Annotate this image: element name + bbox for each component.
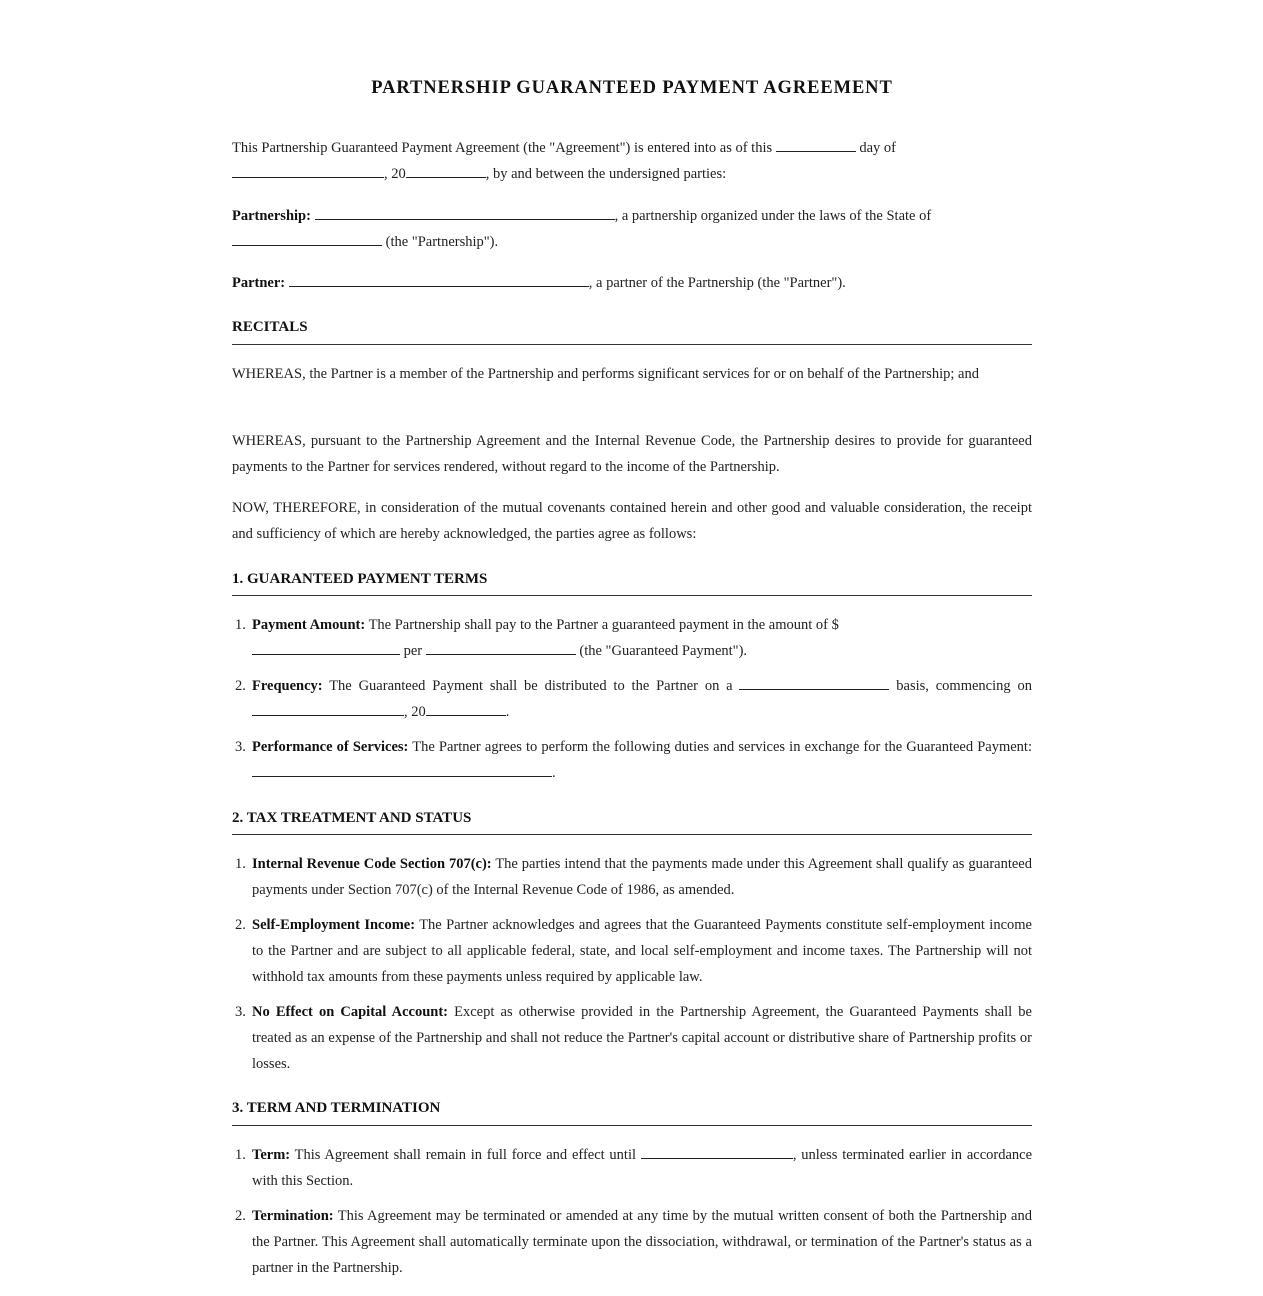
recitals-heading: RECITALS [232, 319, 308, 335]
list-number: 3. [235, 739, 246, 755]
item-label: No Effect on Capital Account: [252, 1004, 449, 1020]
intro-paragraph [232, 135, 1032, 187]
month-blank[interactable] [232, 166, 384, 178]
list-item-text [252, 851, 1032, 903]
partner-text: , a partner of the Partnership (the "Partner"). [588, 275, 846, 291]
list-number: 1. [235, 856, 246, 872]
list-item-text [252, 1142, 1032, 1194]
list-item-text [252, 999, 1032, 1077]
recital-paragraph: NOW, THEREFORE, in consideration of the mutual covenants contained herein and other good and valuable consideration, the receipt and sufficiency of which are hereby acknowledged, the parties agree as follows: [232, 500, 1032, 542]
item-label: Self-Employment Income: [252, 917, 416, 933]
list-number: 2. [235, 678, 246, 694]
item-label: Termination: [252, 1208, 334, 1224]
item-text: The Partnership shall pay to the Partner a guaranteed payment in the amount of $ [368, 617, 839, 633]
list-item [232, 612, 1032, 664]
item-label: Internal Revenue Code Section 707(c): [252, 856, 492, 872]
item-text: Except as otherwise provided in the Partnership Agreement, the Guaranteed Payments shall be treated as an expense of the Partnership and shall not reduce the Partner's capital account or distributive share of Partnership profits or losses. [252, 1004, 1032, 1072]
list-item [232, 734, 1032, 786]
list-item [232, 673, 1032, 725]
item-label: Term: [252, 1147, 291, 1163]
section-2-heading: 2. TAX TREATMENT AND STATUS [232, 810, 472, 826]
item-label: Performance of Services: [252, 739, 409, 755]
item-text: , unless terminated earlier in accordance with this Section. [252, 1147, 1033, 1189]
partner-paragraph [232, 270, 1032, 296]
partnership-name-blank[interactable] [315, 208, 615, 220]
section-1-heading: 1. GUARANTEED PAYMENT TERMS [232, 571, 488, 587]
intro-text: , 20 [384, 166, 406, 182]
partner-name-blank[interactable] [289, 275, 589, 287]
recitals-divider [232, 344, 1032, 345]
partnership-paragraph [232, 203, 1032, 255]
partnership-text: (the "Partnership"). [385, 234, 499, 250]
intro-text: , by and between the undersigned parties: [485, 166, 727, 182]
item-text: The Guaranteed Payment shall be distributed to the Partner on a [329, 678, 733, 694]
intro-text: day of [859, 140, 897, 156]
day-blank[interactable] [776, 140, 856, 152]
item-text: , 20 [404, 704, 426, 720]
frequency-blank[interactable] [739, 678, 889, 690]
item-text: . [505, 704, 510, 720]
item-text: This Agreement may be terminated or amended at any time by the mutual written consent of both the Partnership and the Partner. This Agreement shall automatically terminate upon the dissociation, withdrawal, or termination of the Partner's status as a partner in the Partnership. [252, 1208, 1032, 1276]
partnership-text: , a partnership organized under the laws of the State of [614, 208, 932, 224]
item-text: This Agreement shall remain in full force and effect until [294, 1147, 637, 1163]
list-item [232, 912, 1032, 990]
section-1-divider [232, 595, 1032, 596]
list-number: 3. [235, 1004, 246, 1020]
list-item-text [252, 912, 1032, 990]
list-number: 2. [235, 1208, 246, 1224]
item-label: Payment Amount: [252, 617, 366, 633]
item-text: The Partner agrees to perform the following duties and services in exchange for the Guaranteed Payment: [412, 739, 1032, 755]
item-text: The Partner acknowledges and agrees that the Guaranteed Payments constitute self-employment income to the Partner and are subject to all applicable federal, state, and local self-employment and income taxes. The Partnership will not withhold tax amounts from these payments unless required by applicable law. [252, 917, 1032, 985]
item-label: Frequency: [252, 678, 323, 694]
section-3-divider [232, 1125, 1032, 1126]
section-3-heading: 3. TERM AND TERMINATION [232, 1100, 441, 1116]
list-item-text [252, 612, 1032, 664]
list-item [232, 851, 1032, 903]
amount-blank[interactable] [252, 643, 400, 655]
list-item-text [252, 734, 1032, 786]
partner-label: Partner: [232, 275, 286, 291]
list-number: 1. [235, 617, 246, 633]
item-text: . [552, 765, 556, 781]
commence-year-blank[interactable] [426, 704, 506, 716]
state-blank[interactable] [232, 234, 382, 246]
list-item-text [252, 673, 1032, 725]
partnership-label: Partnership: [232, 208, 311, 224]
item-text: (the "Guaranteed Payment"). [579, 643, 748, 659]
intro-text: This Partnership Guaranteed Payment Agreement (the "Agreement") is entered into as of this [232, 140, 773, 156]
term-end-blank[interactable] [641, 1147, 793, 1159]
list-item [232, 999, 1032, 1077]
item-text: basis, commencing on [896, 678, 1032, 694]
list-number: 1. [235, 1147, 246, 1163]
list-number: 2. [235, 917, 246, 933]
document-title: PARTNERSHIP GUARANTEED PAYMENT AGREEMENT [371, 78, 893, 98]
recital-paragraph: WHEREAS, pursuant to the Partnership Agreement and the Internal Revenue Code, the Partnership desires to provide for guaranteed payments to the Partner for services rendered, without regard to the income of the Partnership. [232, 433, 1032, 475]
recital-paragraph: WHEREAS, the Partner is a member of the Partnership and performs significant services for or on behalf of the Partnership; and [232, 366, 979, 382]
commence-date-blank[interactable] [252, 704, 404, 716]
list-item [232, 1203, 1032, 1281]
period-blank[interactable] [426, 643, 576, 655]
year-blank[interactable] [406, 166, 486, 178]
list-item-text [252, 1203, 1032, 1281]
services-blank[interactable] [252, 765, 552, 777]
section-2-divider [232, 834, 1032, 835]
item-text: The parties intend that the payments made under this Agreement shall qualify as guaranteed payments under Section 707(c) of the Internal Revenue Code of 1986, as amended. [252, 856, 1032, 898]
item-text: per [403, 643, 423, 659]
list-item [232, 1142, 1032, 1194]
